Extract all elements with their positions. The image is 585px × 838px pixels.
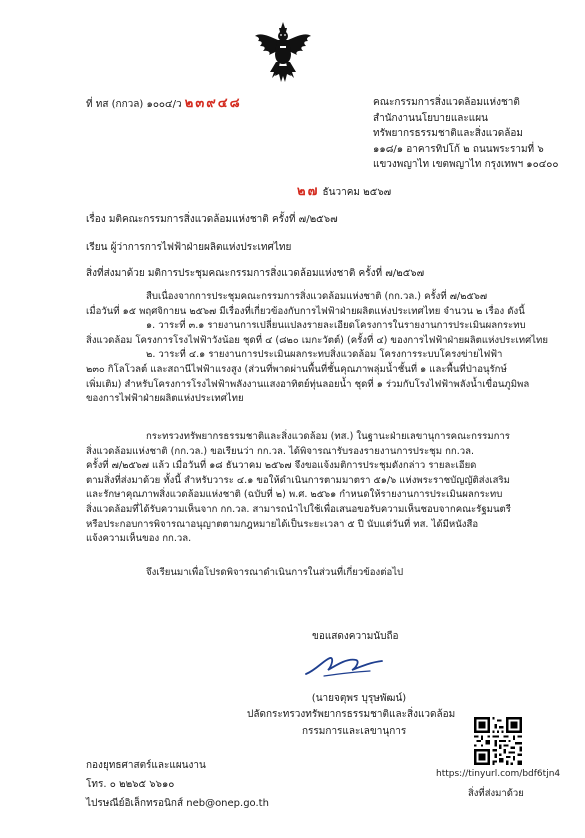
paragraph-line: และรักษาคุณภาพสิ่งแวดล้อมแห่งชาติ (ฉบับที่ ๒) พ.ศ. ๒๕๖๑ กำหนดให้รายงานการประเมินผลกระทบ — [86, 489, 503, 501]
signer-name: (นายจตุพร บุรุษพัฒน์) — [311, 693, 407, 704]
org-line: คณะกรรมการสิ่งแวดล้อมแห่งชาติ — [373, 97, 520, 108]
paragraph-line: ครั้งที่ ๗/๒๕๖๗ แล้ว เมื่อวันที่ ๑๘ ธันวาคม ๒๕๖๗ จึงขอแจ้งมติการประชุมดังกล่าว รายละเอียด — [86, 460, 477, 472]
closing-line: ขอแสดงความนับถือ — [312, 631, 399, 642]
qr-url[interactable]: https://tinyurl.com/bdf6tjn4 — [436, 769, 561, 779]
paragraph-line: หรือประกอบการพิจารณาอนุญาตตามกฎหมายได้เป็นระยะเวลา ๕ ปี นับแต่วันที่ ทส. ได้มีหนังสือ — [86, 518, 479, 530]
contact-block — [86, 756, 269, 813]
paragraph-line: ตามสิ่งที่ส่งมาด้วย ทั้งนี้ สำหรับวาระ ๔.๑ ขอให้ดำเนินการตามมาตรา ๕๑/๖ แห่งพระราชบัญญัติส่งเสริม — [86, 474, 510, 486]
body-paragraph-3: จึงเรียนมาเพื่อโปรดพิจารณาดำเนินการในส่วนที่เกี่ยวข้องต่อไป — [146, 567, 404, 578]
qr-caption: สิ่งที่ส่งมาด้วย — [468, 788, 524, 799]
paragraph-line: เมื่อวันที่ ๑๕ พฤศจิกายน ๒๕๖๗ มีเรื่องที่เกี่ยวข้องกับการไฟฟ้าฝ่ายผลิตแห่งประเทศไทย จำนวน ๒ เรื่อง ดังนี้ — [86, 305, 525, 317]
paragraph-line: สิ่งแวดล้อมที่ได้รับความเห็นจาก กก.วล. สามารถนำไปใช้เพื่อเสนอขอรับความเห็นชอบจากคณะรัฐมนตรี — [86, 503, 511, 515]
signer-title: ปลัดกระทรวงทรัพยากรธรรมชาติและสิ่งแวดล้อม — [247, 709, 456, 720]
body-paragraph-2 — [86, 430, 526, 547]
paragraph-line: เพิ่มเติม) สำหรับโครงการโรงไฟฟ้าพลังงานแสงอาทิตย์ทุ่นลอยน้ำ ชุดที่ ๑ ร่วมกับโรงไฟฟ้าพลังน้ำเขื่อนภูมิพล — [86, 378, 530, 390]
contact-department: กองยุทธศาสตร์และแผนงาน — [86, 760, 206, 771]
reference-number: ๒๓๙๔๘ — [184, 96, 242, 111]
garuda-emblem-icon — [254, 22, 312, 84]
org-line: ทรัพยากรธรรมชาติและสิ่งแวดล้อม — [373, 128, 523, 139]
enclosure-line: สิ่งที่ส่งมาด้วย มติการประชุมคณะกรรมการสิ่งแวดล้อมแห่งชาติ ครั้งที่ ๗/๒๕๖๗ — [86, 268, 425, 279]
paragraph-line: ๑. วาระที่ ๓.๑ รายงานการเปลี่ยนแปลงรายละเอียดโครงการในรายงานการประเมินผลกระทบ — [146, 320, 526, 332]
organization-address — [373, 95, 559, 173]
date-month-year: ธันวาคม ๒๕๖๗ — [322, 187, 392, 198]
document-date — [297, 180, 391, 201]
qr-code-icon[interactable] — [474, 717, 522, 765]
paragraph-line: ของการไฟฟ้าฝ่ายผลิตแห่งประเทศไทย — [86, 393, 244, 405]
recipient-line: เรียน ผู้ว่าการการไฟฟ้าฝ่ายผลิตแห่งประเทศไทย — [86, 242, 292, 253]
org-line: สำนักงานนโยบายและแผน — [373, 112, 488, 124]
paragraph-line: ๒. วาระที่ ๔.๑ รายงานการประเมินผลกระทบสิ่งแวดล้อม โครงการระบบโครงข่ายไฟฟ้า — [146, 349, 503, 361]
paragraph-line: สิ่งแวดล้อมแห่งชาติ (กก.วล.) ขอเรียนว่า กก.วล. ได้พิจารณารับรองรายงานการประชุม กก.วล. — [86, 445, 475, 457]
paragraph-line: กระทรวงทรัพยากรธรรมชาติและสิ่งแวดล้อม (ทส.) ในฐานะฝ่ายเลขานุการคณะกรรมการ — [146, 431, 510, 442]
org-line: แขวงพญาไท เขตพญาไท กรุงเทพฯ ๑๐๔๐๐ — [373, 159, 559, 170]
reference-prefix: ที่ ทส (กกวล) ๑๐๐๔/ว — [86, 99, 182, 110]
signer-block — [289, 690, 429, 707]
reference-line — [86, 92, 242, 113]
org-line: ๑๑๘/๑ อาคารทิปโก้ ๒ ถนนพระรามที่ ๖ — [373, 143, 544, 155]
paragraph-line: แจ้งความเห็นของ กก.วล. — [86, 533, 192, 545]
body-paragraph-1 — [86, 290, 548, 407]
paragraph-line: สิ่งแวดล้อม โครงการโรงไฟฟ้าวังน้อย ชุดที่ ๔ (๘๒๐ เมกะวัตต์) (ครั้งที่ ๔) ของการไฟฟ้าฝ่ายผลิตแห่งประเทศไทย — [86, 334, 548, 346]
contact-email[interactable]: ไปรษณีย์อิเล็กทรอนิกส์ neb@onep.go.th — [86, 798, 269, 809]
paragraph-line: ๒๓๐ กิโลโวลต์ และสถานีไฟฟ้าแรงสูง (ส่วนที่พาดผ่านพื้นที่ชั้นคุณภาพลุ่มน้ำชั้นที่ ๑ และพื้นที่ป่าอนุรักษ์ — [86, 363, 507, 375]
signer-role: กรรมการและเลขานุการ — [302, 726, 407, 737]
date-day: ๒๗ — [297, 184, 320, 199]
signature-image — [298, 648, 388, 682]
contact-phone: โทร. ๐ ๒๒๖๕ ๖๖๑๐ — [86, 779, 175, 790]
paragraph-line: สืบเนื่องจากการประชุมคณะกรรมการสิ่งแวดล้อมแห่งชาติ (กก.วล.) ครั้งที่ ๗/๒๕๖๗ — [146, 291, 488, 302]
subject-line: เรื่อง มติคณะกรรมการสิ่งแวดล้อมแห่งชาติ ครั้งที่ ๗/๒๕๖๗ — [86, 214, 338, 225]
